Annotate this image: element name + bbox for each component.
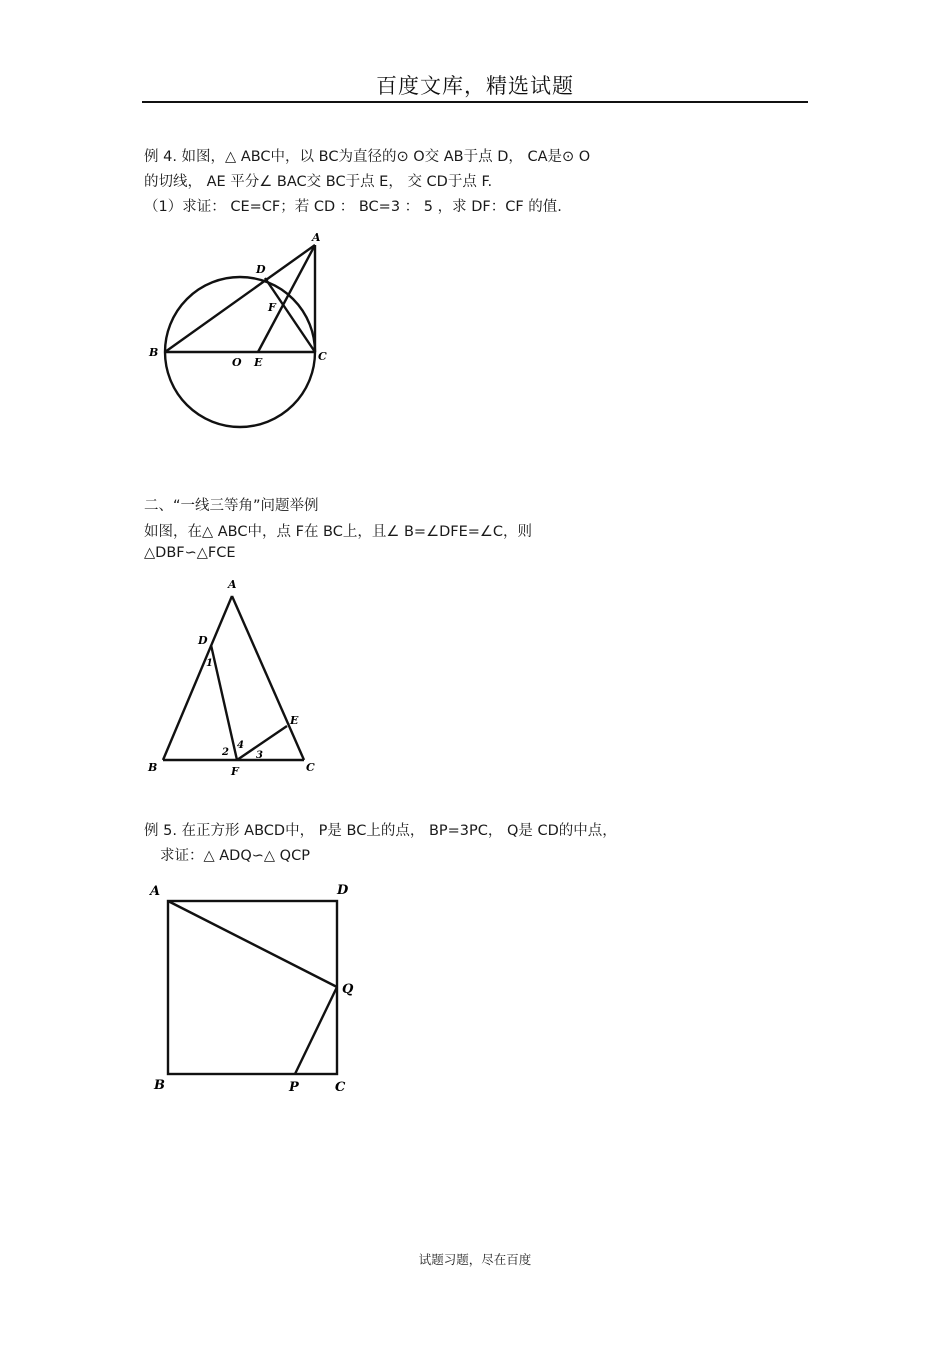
example5-line1: 例 5. 在正方形 ABCD中， P是 BC上的点， BP=3PC， Q是 CD的中点， — [144, 823, 617, 839]
angle-label-3: 3 — [256, 750, 263, 761]
header-divider — [142, 101, 808, 103]
label-C: C — [306, 761, 315, 774]
label-C: C — [318, 350, 327, 363]
angle-label-4: 4 — [237, 740, 244, 751]
label-D: D — [256, 263, 266, 276]
label-B: B — [148, 761, 158, 774]
triangle-figure — [140, 570, 340, 785]
example5-line2: 求证：△ ADQ∽△ QCP — [160, 848, 310, 864]
page-footer: 试题习题，尽在百度 — [418, 1252, 532, 1267]
label-A: A — [312, 231, 321, 244]
angle-label-1: 1 — [206, 658, 213, 669]
label-A: A — [150, 884, 161, 899]
label-P: P — [289, 1080, 299, 1095]
example4-line1: 例 4. 如图，△ ABC中，以 BC为直径的⊙ O交 AB于点 D， CA是⊙ O — [144, 149, 591, 165]
angle-label-2: 2 — [222, 747, 229, 758]
label-B: B — [154, 1078, 165, 1093]
label-F: F — [268, 301, 276, 314]
label-D: D — [337, 883, 349, 898]
label-C: C — [335, 1080, 346, 1095]
section2-heading: 二、“一线三等角”问题举例 — [144, 498, 319, 514]
label-B: B — [149, 346, 159, 359]
label-F: F — [231, 765, 239, 778]
label-D: D — [198, 634, 208, 647]
label-O: O — [232, 356, 242, 369]
label-E: E — [254, 356, 263, 369]
label-E: E — [290, 714, 299, 727]
example4-line3: （1）求证： CE=CF；若 CD ： BC=3 ： 5 ，求 DF：CF 的值. — [144, 199, 562, 215]
section2-line1: 如图，在△ ABC中，点 F在 BC上，且∠ B=∠DFE=∠C，则 — [144, 524, 533, 540]
label-A: A — [228, 578, 237, 591]
example4-line2: 的切线， AE 平分∠ BAC交 BC于点 E， 交 CD于点 F. — [144, 174, 493, 190]
page-title: 百度文库，精选试题 — [376, 74, 574, 98]
label-Q: Q — [342, 982, 354, 997]
circle-figure — [140, 225, 350, 435]
section2-line2: △DBF∽△FCE — [144, 545, 236, 561]
square-figure — [140, 875, 365, 1100]
